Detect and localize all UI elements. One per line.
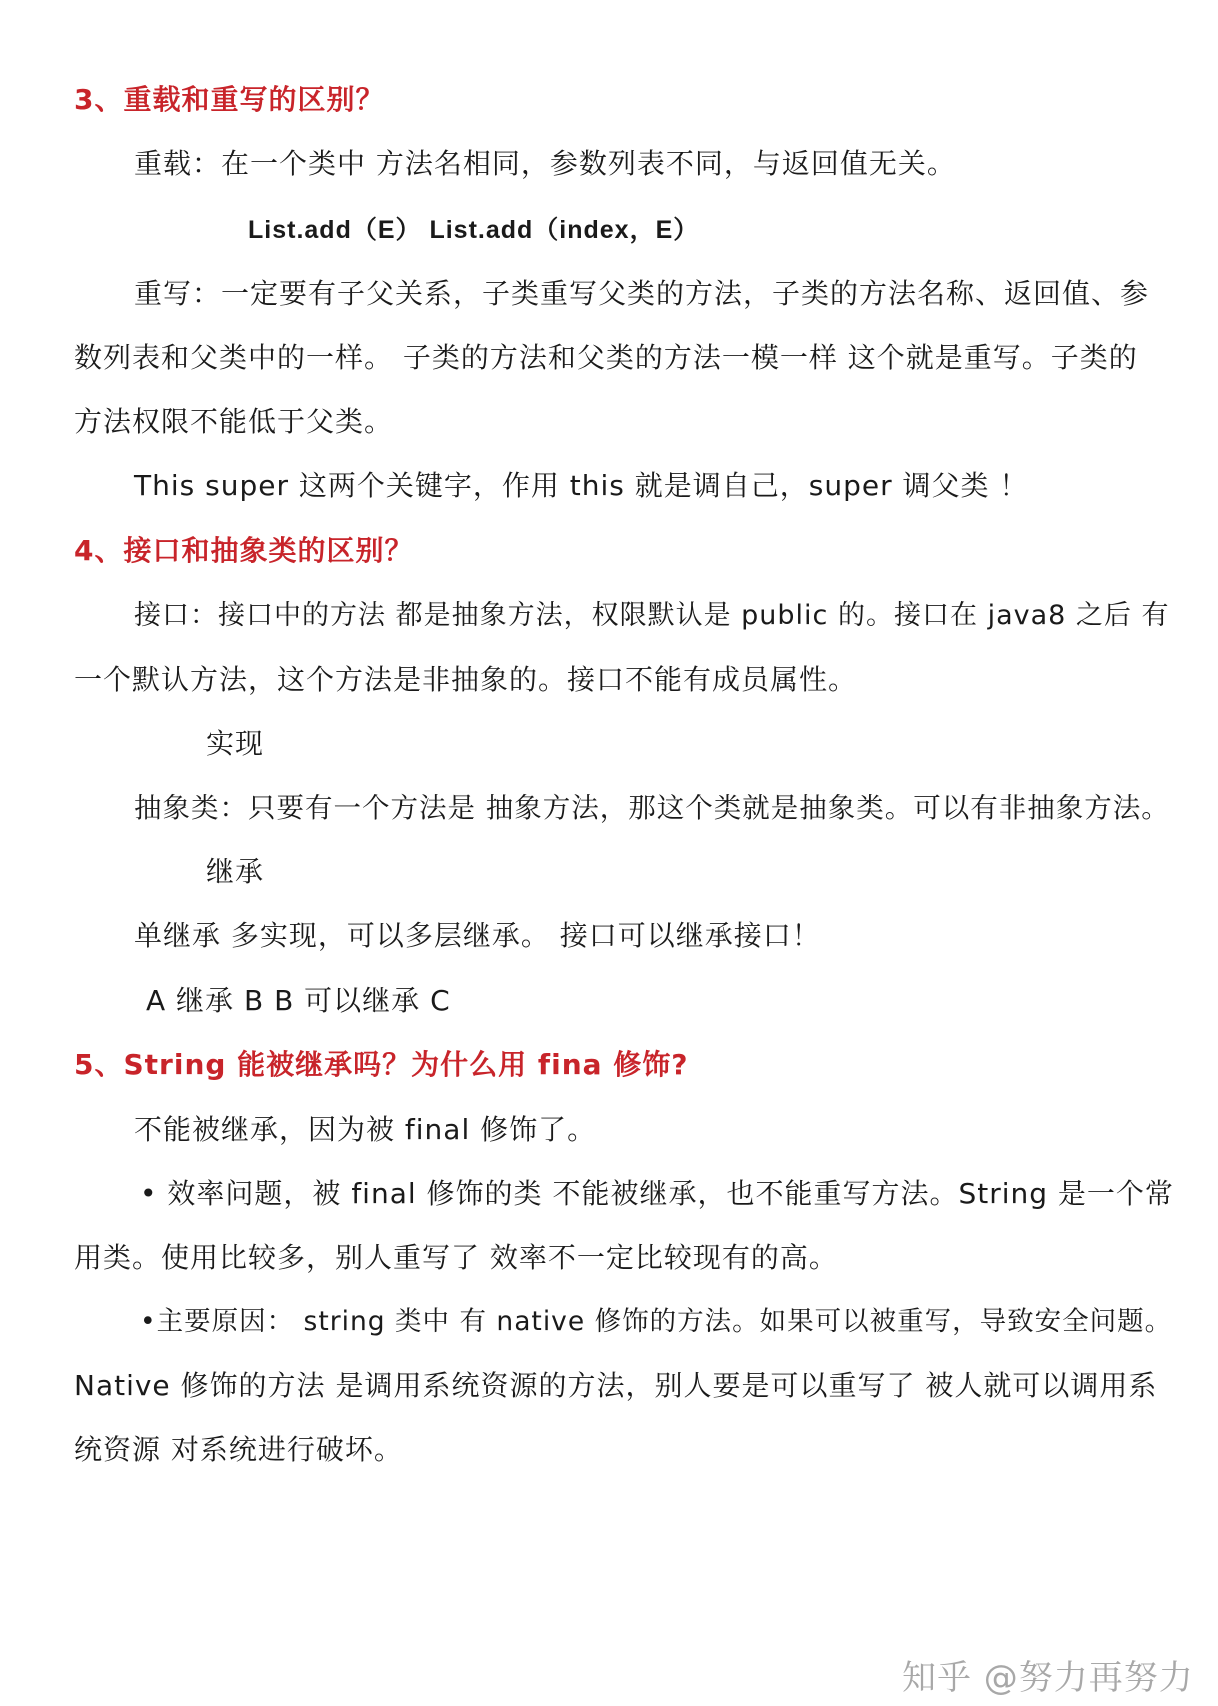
override-definition-line-3: 方法权限不能低于父类。: [74, 405, 394, 438]
main-reason-line-1: •主要原因： string 类中 有 native 修饰的方法。如果可以被重写，导致安全问题。: [140, 1306, 1173, 1337]
inheritance-example: A 继承 B B 可以继承 C: [146, 984, 451, 1017]
efficiency-point-line-2: 用类。使用比较多，别人重写了 效率不一定比较现有的高。: [74, 1241, 838, 1274]
main-reason-line-3: 统资源 对系统进行破坏。: [74, 1433, 403, 1466]
this-super-keywords: This super 这两个关键字，作用 this 就是调自己，super 调父类 ！: [134, 469, 1029, 502]
section-3-heading: 3、重载和重写的区别？: [74, 83, 385, 116]
main-reason-line-2: Native 修饰的方法 是调用系统资源的方法，别人要是可以重写了 被人就可以调用系: [74, 1369, 1158, 1402]
section-4-heading: 4、接口和抽象类的区别？: [74, 534, 414, 567]
section-5-heading: 5、String 能被继承吗？为什么用 fina 修饰?: [74, 1048, 689, 1081]
interface-definition-line-2: 一个默认方法，这个方法是非抽象的。接口不能有成员属性。: [74, 663, 858, 696]
abstract-class-definition: 抽象类：只要有一个方法是 抽象方法，那这个类就是抽象类。可以有非抽象方法。: [134, 792, 1170, 824]
interface-definition-line-1: 接口：接口中的方法 都是抽象方法，权限默认是 public 的。接口在 java8 之后 有: [134, 600, 1170, 631]
zhihu-watermark: 知乎 @努力再努力: [902, 1658, 1194, 1698]
override-definition-line-1: 重写：一定要有子父关系，子类重写父类的方法，子类的方法名称、返回值、参: [134, 277, 1150, 310]
string-answer: 不能被继承，因为被 final 修饰了。: [134, 1113, 597, 1146]
single-inheritance-note: 单继承 多实现，可以多层继承。 接口可以继承接口！: [134, 919, 821, 952]
inherit-label: 继承: [206, 855, 265, 888]
overload-definition: 重载：在一个类中 方法名相同，参数列表不同，与返回值无关。: [134, 147, 956, 180]
override-definition-line-2: 数列表和父类中的一样。 子类的方法和父类的方法一模一样 这个就是重写。子类的: [74, 341, 1138, 374]
implement-label: 实现: [206, 727, 265, 760]
efficiency-point-line-1: • 效率问题，被 final 修饰的类 不能被继承，也不能重写方法。String 是一个常: [140, 1177, 1174, 1210]
overload-example: List.add（E） List.add（index，E）: [248, 216, 700, 244]
